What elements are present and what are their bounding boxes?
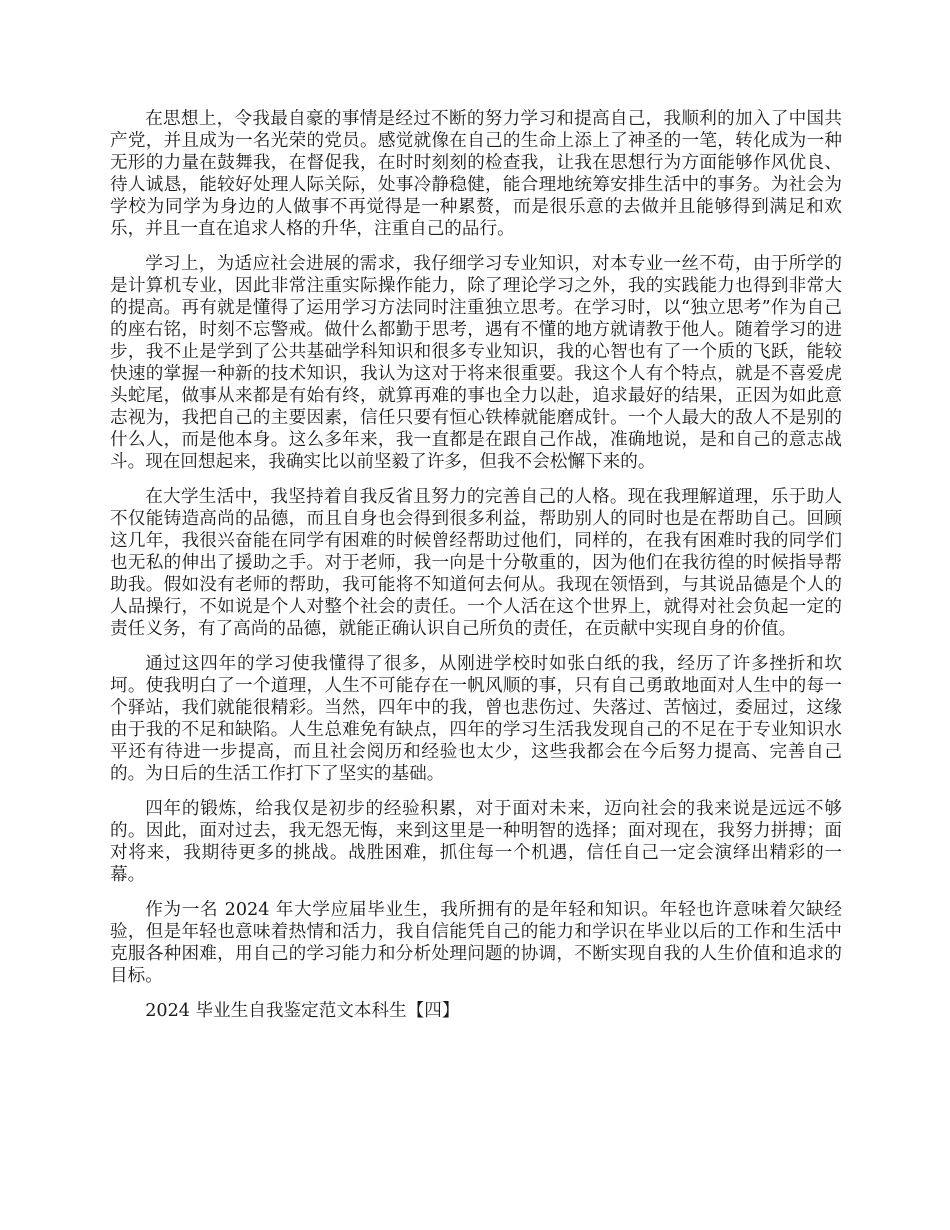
paragraph-graduate: 作为一名 2024 年大学应届毕业生，我所拥有的是年轻和知识。年轻也许意味着欠缺经验，但是年轻也意味着热情和活力，我自信能凭自己的能力和学识在毕业以后的工作和生活中克服各种困难，用自己的学习能力和分析处理问题的协调，不断实现自我的人生价值和追求的目标。 bbox=[110, 900, 842, 986]
paragraph-study: 学习上，为适应社会进展的需求，我仔细学习专业知识，对本专业一丝不苟，由于所学的是计算机专业，因此非常注重实际操作能力，除了理论学习之外，我的实践能力也得到非常大的提高。再有就是懂得了运用学习方法同时注重独立思考。在学习时，以“独立思考”作为自己的座右铭，时刻不忘警戒。做什么都勤于思考，遇有不懂的地方就请教于他人。随着学习的进步，我不止是学到了公共基础学科知识和很多专业知识，我的心智也有了一个质的飞跃，能较快速的掌握一种新的技术知识，我认为这对于将来很重要。我这个人有个特点，就是不喜爱虎头蛇尾，做事从来都是有始有终，就算再难的事也全力以赴，追求最好的结果，正因为如此意志视为，我把自己的主要因素，信任只要有恒心铁棒就能磨成针。一个人最大的敌人不是别的什么人，而是他本身。这么多年来，我一直都是在跟自己作战，准确地说，是和自己的意志战斗。现在回想起来，我确实比以前坚毅了许多，但我不会松懈下来的。 bbox=[110, 254, 842, 472]
paragraph-four-years: 通过这四年的学习使我懂得了很多，从刚进学校时如张白纸的我，经历了许多挫折和坎坷。使我明白了一个道理，人生不可能存在一帆风顺的事，只有自己勇敢地面对人生中的每一个驿站，我们就能很精彩。当然，四年中的我，曾也悲伤过、失落过、苦恼过，委屈过，这缘由于我的不足和缺陷。人生总难免有缺点，四年的学习生活我发现自己的不足在于专业知识水平还有待进一步提高，而且社会阅历和经验也太少，这些我都会在今后努力提高、完善自己的。为日后的生活工作打下了坚实的基础。 bbox=[110, 654, 842, 784]
paragraph-training: 四年的锻炼，给我仅是初步的经验积累，对于面对未来，迈向社会的我来说是远远不够的。因此，面对过去，我无怨无悔，来到这里是一种明智的选择；面对现在，我努力拼搏；面对将来，我期待更多的挑战。战胜困难，抓住每一个机遇，信任自己一定会演绎出精彩的一幕。 bbox=[110, 799, 842, 885]
paragraph-college-life: 在大学生活中，我坚持着自我反省且努力的完善自己的人格。现在我理解道理，乐于助人不仅能铸造高尚的品德，而且自身也会得到很多利益，帮助别人的同时也是在帮助自己。回顾这几年，我很兴奋能在同学有困难的时候曾经帮助过他们，同样的，在我有困难时我的同学们也无私的伸出了援助之手。对于老师，我一向是十分敬重的，因为他们在我彷徨的时候指导帮助我。假如没有老师的帮助，我可能将不知道何去何从。我现在领悟到，与其说品德是个人的人品操行，不如说是个人对整个社会的责任。一个人活在这个世界上，就得对社会负起一定的责任义务，有了高尚的品德，就能正确认识自己所负的责任，在贡献中实现自身的价值。 bbox=[110, 487, 842, 639]
paragraph-ideology: 在思想上，令我最自豪的事情是经过不断的努力学习和提高自己，我顺利的加入了中国共产党，并且成为一名光荣的党员。感觉就像在自己的生命上添上了神圣的一笔，转化成为一种无形的力量在鼓舞我，在督促我，在时时刻刻的检查我，让我在思想行为方面能够作风优良、待人诚恳，能较好处理人际关际，处事冷静稳健，能合理地统筹安排生活中的事务。为社会为学校为同学为身边的人做事不再觉得是一种累赘，而是很乐意的去做并且能够得到满足和欢乐，并且一直在追求人格的升华，注重自己的品行。 bbox=[110, 109, 842, 239]
document-page bbox=[110, 108, 842, 1022]
section-heading: 2024 毕业生自我鉴定范文本科生【四】 bbox=[145, 1001, 460, 1021]
